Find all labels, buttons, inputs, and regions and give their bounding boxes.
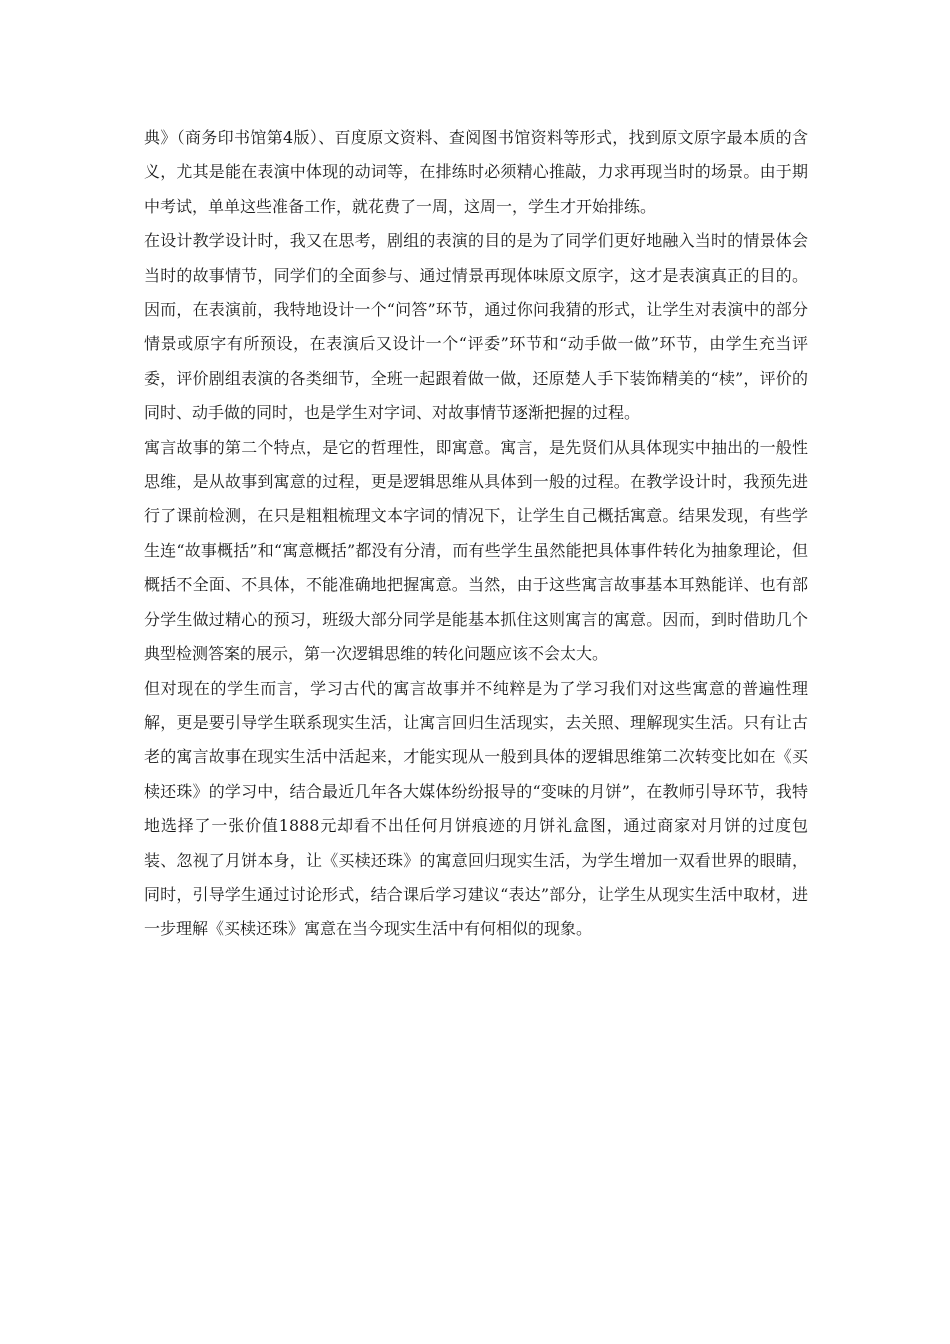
paragraph-3: 寓言故事的第二个特点，是它的哲理性，即寓意。寓言，是先贤们从具体现实中抽出的一般性思维，是从故事到寓意的过程，更是逻辑思维从具体到一般的过程。在教学设计时，我预先进行了课前检测，在只是粗粗梳理文本字词的情况下，让学生自己概括寓意。结果发现，有些学生连“故事概括”和“寓意概括”都没有分清，而有些学生虽然能把具体事件转化为抽象理论，但概括不全面、不具体，不能准确地把握寓意。当然，由于这些寓言故事基本耳熟能详、也有部分学生做过精心的预习，班级大部分同学是能基本抓住这则寓言的寓意。因而，到时借助几个典型检测答案的展示，第一次逻辑思维的转化问题应该不会太大。 (144, 437, 808, 664)
paragraph-4: 但对现在的学生而言，学习古代的寓言故事并不纯粹是为了学习我们对这些寓意的普遍性理解，更是要引导学生联系现实生活，让寓言回归生活现实，去关照、理解现实生活。只有让古老的寓言故事在现实生活中活起来，才能实现从一般到具体的逻辑思维第二次转变比如在《买椟还珠》的学习中，结合最近几年各大媒体纷纷报导的“变味的月饼”，在教师引导环节，我特地选择了一张价值1888元却看不出任何月饼痕迹的月饼礼盒图，通过商家对月饼的过度包装、忽视了月饼本身，让《买椟还珠》的寓意回归现实生活，为学生增加一双看世界的眼睛，同时，引导学生通过讨论形式，结合课后学习建议“表达”部分，让学生从现实生活中取材，进一步理解《买椟还珠》寓意在当今现实生活中有何相似的现象。 (144, 678, 808, 939)
document-body (144, 121, 808, 947)
paragraph-1: 典》（商务印书馆第4版）、百度原文资料、查阅图书馆资料等形式，找到原文原字最本质的含义，尤其是能在表演中体现的动词等，在排练时必须精心推敲，力求再现当时的场景。由于期中考试，单单这些准备工作，就花费了一周，这周一，学生才开始排练。 (144, 128, 808, 216)
paragraph-2: 在设计教学设计时，我又在思考，剧组的表演的目的是为了同学们更好地融入当时的情景体会当时的故事情节，同学们的全面参与、通过情景再现体味原文原字，这才是表演真正的目的。因而，在表演前，我特地设计一个“问答”环节，通过你问我猜的形式，让学生对表演中的部分情景或原字有所预设，在表演后又设计一个“评委”环节和“动手做一做”环节，由学生充当评委，评价剧组表演的各类细节，全班一起跟着做一做，还原楚人手下装饰精美的“椟”，评价的同时、动手做的同时，也是学生对字词、对故事情节逐渐把握的过程。 (144, 231, 808, 423)
